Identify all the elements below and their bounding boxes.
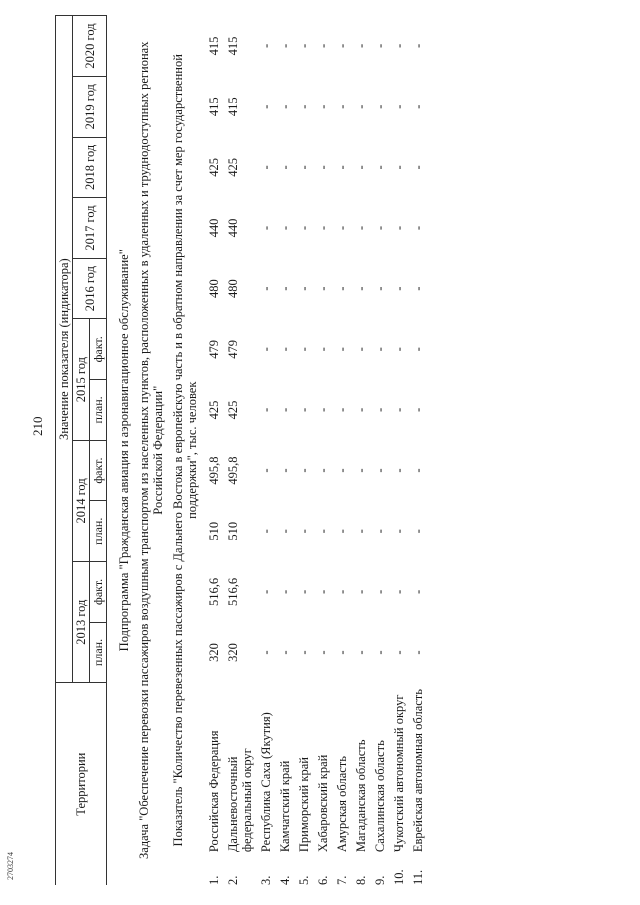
indicator-value: - <box>258 165 273 170</box>
indicator-value: - <box>315 407 330 413</box>
indicator-value: - <box>277 589 292 594</box>
indicator-value: - <box>410 468 425 473</box>
indicator-value: - <box>410 347 425 352</box>
indicator-value: - <box>277 225 292 231</box>
table-row <box>313 16 332 886</box>
indicator-value: - <box>410 529 425 534</box>
indicator-value: - <box>315 43 330 49</box>
indicator-value: - <box>372 104 387 109</box>
row-number: 11. <box>410 869 425 885</box>
indicator-value: 415 <box>225 36 240 56</box>
indicator-table <box>55 15 427 885</box>
indicator-value: - <box>277 165 292 170</box>
indicator-value: - <box>410 165 425 170</box>
header-indicator-group: Значение показателя (индикатора) <box>56 16 73 683</box>
indicator-value: - <box>391 407 406 413</box>
indicator-value: - <box>353 650 368 655</box>
indicator-value: - <box>353 104 368 109</box>
header-subcolumn: план. <box>90 622 107 683</box>
header-territories: Территории <box>56 683 107 885</box>
indicator-value: - <box>296 225 311 231</box>
header-subcolumn: план. <box>90 501 107 562</box>
indicator-value: - <box>391 347 406 352</box>
document-id: 2703274 <box>6 852 15 880</box>
indicator-value: - <box>372 225 387 231</box>
indicator-value: 440 <box>225 218 240 238</box>
indicator-value: - <box>277 104 292 109</box>
indicator-value: - <box>372 286 387 291</box>
indicator-value: - <box>372 529 387 534</box>
territory-name: Камчатский край <box>277 760 292 853</box>
table-row <box>223 16 256 886</box>
row-number: 7. <box>334 875 349 885</box>
indicator-value: - <box>258 650 273 655</box>
territory-name: Российская Федерация <box>206 730 221 853</box>
indicator-value: - <box>372 165 387 170</box>
indicator-value: 415 <box>225 97 240 117</box>
indicator-value: - <box>410 650 425 655</box>
indicator-value: - <box>334 165 349 170</box>
indicator-value: - <box>315 225 330 231</box>
section-row <box>107 16 133 886</box>
indicator-value: - <box>277 347 292 352</box>
indicator-value: - <box>296 347 311 352</box>
indicator-value: - <box>258 589 273 594</box>
indicator-value: - <box>353 43 368 49</box>
indicator-value: 415 <box>206 36 221 56</box>
indicator-value: - <box>391 650 406 655</box>
indicator-value: - <box>410 407 425 413</box>
header-subcolumn: факт. <box>90 319 107 380</box>
territory-name: Амурская область <box>334 756 349 853</box>
indicator-value: - <box>296 468 311 473</box>
indicator-value: - <box>410 225 425 231</box>
indicator-value: - <box>315 589 330 594</box>
indicator-value: - <box>334 225 349 231</box>
row-number: 5. <box>296 875 311 885</box>
indicator-value: - <box>372 589 387 594</box>
indicator-value: - <box>353 165 368 170</box>
indicator-value: - <box>372 650 387 655</box>
indicator-value: - <box>410 286 425 291</box>
indicator-value: - <box>334 347 349 352</box>
indicator-value: - <box>353 529 368 534</box>
table-row <box>389 16 408 886</box>
indicator-value: - <box>353 347 368 352</box>
table-row <box>256 16 275 886</box>
indicator-value: - <box>410 104 425 109</box>
indicator-value: - <box>258 407 273 413</box>
indicator-value: - <box>315 286 330 291</box>
indicator-value: 516,6 <box>206 577 221 606</box>
indicator-value: 516,6 <box>225 577 240 606</box>
indicator-value: - <box>296 407 311 413</box>
indicator-value: - <box>391 589 406 594</box>
rotated-page <box>55 15 640 885</box>
row-number: 3. <box>258 875 273 885</box>
indicator-value: - <box>296 104 311 109</box>
indicator-value: - <box>372 43 387 49</box>
indicator-value: - <box>296 529 311 534</box>
row-number: 9. <box>372 875 387 885</box>
indicator-value: 495,8 <box>225 456 240 485</box>
header-subcolumn: факт. <box>90 440 107 501</box>
indicator-value: - <box>353 589 368 594</box>
indicator-value: - <box>391 165 406 170</box>
section-row <box>167 16 204 886</box>
task-title: Задача "Обеспечение перевозки пассажиров воздушным транспортом из населенных пунктов, расположенных в удаленных и труднодоступных регионах Российской Федерации" <box>136 41 165 859</box>
indicator-value: - <box>296 165 311 170</box>
indicator-value: - <box>315 104 330 109</box>
indicator-value: - <box>334 468 349 473</box>
indicator-value: - <box>315 468 330 473</box>
indicator-value: 479 <box>206 339 221 359</box>
table-row <box>332 16 351 886</box>
header-year: 2013 год <box>73 562 90 683</box>
indicator-value: - <box>391 468 406 473</box>
subprogram-title: Подпрограмма "Гражданская авиация и аэронавигационное обслуживание" <box>117 249 131 652</box>
header-year: 2014 год <box>73 440 90 561</box>
indicator-value: - <box>334 650 349 655</box>
row-number: 1. <box>206 875 221 885</box>
indicator-value: 479 <box>225 339 240 359</box>
indicator-value: 425 <box>206 400 221 420</box>
territory-name: Еврейская автономная область <box>410 689 425 853</box>
indicator-value: - <box>334 104 349 109</box>
territory-name: Чукотский автономный округ <box>391 694 406 853</box>
table-row <box>204 16 223 886</box>
indicator-value: - <box>315 165 330 170</box>
row-number: 8. <box>353 875 368 885</box>
table-row <box>275 16 294 886</box>
indicator-value: 425 <box>225 400 240 420</box>
indicator-value: 510 <box>225 521 240 541</box>
indicator-value: 320 <box>225 643 240 662</box>
indicator-value: - <box>334 43 349 49</box>
indicator-value: - <box>353 407 368 413</box>
indicator-value: - <box>296 286 311 291</box>
header-subcolumn: план. <box>90 380 107 441</box>
indicator-value: - <box>353 468 368 473</box>
indicator-value: - <box>372 468 387 473</box>
indicator-value: 425 <box>206 158 221 177</box>
indicator-value: 440 <box>206 218 221 238</box>
header-year: 2015 год <box>73 319 90 440</box>
indicator-value: - <box>391 225 406 231</box>
indicator-value: - <box>296 43 311 49</box>
indicator-value: - <box>315 650 330 655</box>
indicator-value: - <box>258 468 273 473</box>
table-row <box>351 16 370 886</box>
indicator-value: 480 <box>225 279 240 299</box>
indicator-value: - <box>334 529 349 534</box>
indicator-value: - <box>315 347 330 352</box>
indicator-value: - <box>258 529 273 534</box>
indicator-value: - <box>277 468 292 473</box>
indicator-value: - <box>277 407 292 413</box>
header-year: 2016 год <box>73 258 107 319</box>
indicator-value: 510 <box>206 521 221 541</box>
territory-name: Магаданская область <box>353 739 368 853</box>
indicator-value: - <box>258 104 273 109</box>
indicator-value: - <box>258 225 273 231</box>
indicator-value: - <box>334 407 349 413</box>
indicator-value: 480 <box>206 279 221 299</box>
header-subcolumn: факт. <box>90 562 107 623</box>
indicator-value: 495,8 <box>206 456 221 485</box>
indicator-value: - <box>391 43 406 49</box>
indicator-value: - <box>391 529 406 534</box>
indicator-value: - <box>372 407 387 413</box>
header-year: 2020 год <box>73 16 107 77</box>
table-body <box>107 16 427 886</box>
table-row <box>408 16 427 886</box>
indicator-value: - <box>334 589 349 594</box>
territory-name: Дальневосточный федеральный округ <box>225 748 254 853</box>
indicator-value: - <box>277 529 292 534</box>
indicator-value: - <box>277 286 292 291</box>
header-year: 2017 год <box>73 198 107 259</box>
row-number: 2. <box>225 875 240 885</box>
indicator-value: - <box>258 43 273 49</box>
territory-name: Сахалинская область <box>372 740 387 853</box>
indicator-value: - <box>258 347 273 352</box>
territory-name: Республика Саха (Якутия) <box>258 712 273 853</box>
indicator-value: 415 <box>206 97 221 117</box>
indicator-value: - <box>372 347 387 352</box>
indicator-value: 425 <box>225 158 240 177</box>
header-year: 2019 год <box>73 76 107 137</box>
indicator-value: - <box>296 650 311 655</box>
indicator-value: - <box>353 225 368 231</box>
indicator-value: - <box>410 43 425 49</box>
row-number: 6. <box>315 875 330 885</box>
indicator-value: - <box>296 589 311 594</box>
table-row <box>370 16 389 886</box>
indicator-value: - <box>277 43 292 49</box>
row-number: 10. <box>391 869 406 885</box>
header-year: 2018 год <box>73 137 107 198</box>
table-header <box>56 16 107 886</box>
page-number: 210 <box>30 416 45 436</box>
indicator-value: - <box>391 286 406 291</box>
indicator-value: - <box>353 286 368 291</box>
indicator-title: Показатель "Количество перевезенных пассажиров с Дальнего Востока в европейскую часть и в обратном направлении за счет мер государственной поддержки", тыс. человек <box>170 54 199 847</box>
indicator-value: - <box>277 650 292 655</box>
indicator-value: - <box>258 286 273 291</box>
indicator-value: - <box>334 286 349 291</box>
territory-name: Приморский край <box>296 757 311 853</box>
table-row <box>294 16 313 886</box>
indicator-value: - <box>315 529 330 534</box>
indicator-value: - <box>391 104 406 109</box>
section-row <box>133 16 167 886</box>
row-number: 4. <box>277 875 292 885</box>
indicator-value: 320 <box>206 643 221 662</box>
indicator-value: - <box>410 589 425 594</box>
territory-name: Хабаровский край <box>315 754 330 853</box>
